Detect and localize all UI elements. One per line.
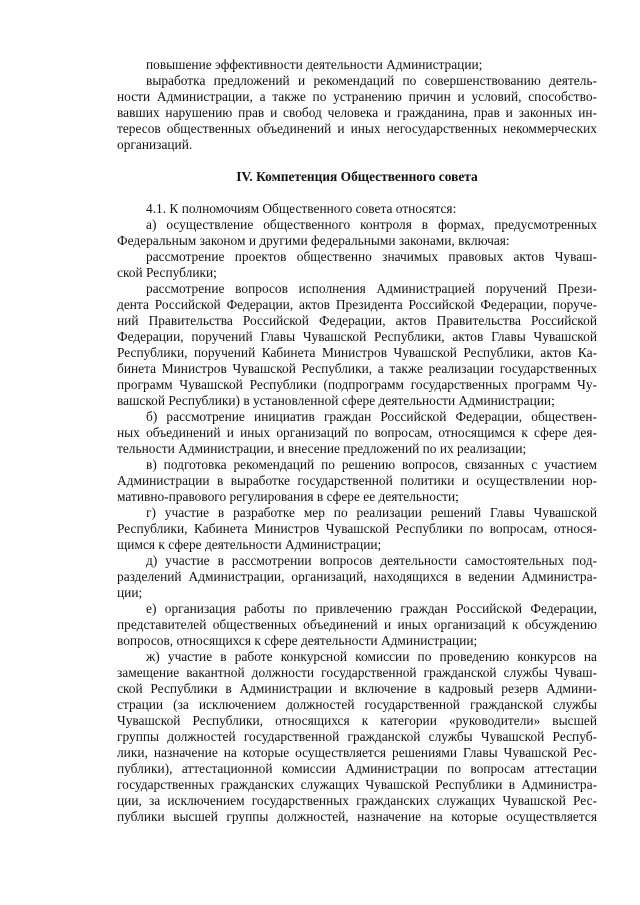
text-line: повышение эффективности деятельности Администрации; xyxy=(146,57,483,72)
text-line: организаций. xyxy=(117,137,193,152)
text-line: а) осуществление общественного контроля в формах, предусмотренных xyxy=(146,217,597,232)
text-line: б) рассмотрение инициатив граждан Российской Федерации, обществен- xyxy=(146,409,597,424)
text-line: бинета Министров Чувашской Республики, а также реализации государственных xyxy=(117,361,597,376)
text-line: ний Правительства Российской Федерации, актов Правительства Российской xyxy=(117,313,597,328)
text-line: мативно-правового регулирования в сфере ее деятельности; xyxy=(117,489,459,504)
text-line: г) участие в разработке мер по реализации решений Главы Чувашской xyxy=(146,505,597,520)
text-line: группы должностей государственной гражданской службы Чувашской Респуб- xyxy=(117,729,597,744)
text-line: вопросов, относящихся к сфере деятельности Администрации; xyxy=(117,633,478,648)
text-line: программ Чувашской Республики (подпрограмм государственных программ Чу- xyxy=(117,377,597,392)
text-line: публики), аттестационной комиссии Администрации по вопросам аттестации xyxy=(117,761,597,776)
text-line: дента Российской Федерации, актов Президента Российской Федерации, поруче- xyxy=(117,297,597,312)
section-heading: IV. Компетенция Общественного совета xyxy=(236,169,478,184)
text-line: е) организация работы по привлечению граждан Российской Федерации, xyxy=(146,601,597,616)
text-line: Республики, Кабинета Министров Чувашской Республики по вопросам, относя- xyxy=(117,521,597,536)
text-line: ных объединений и иных организаций по вопросам, относящимся к сфере дея- xyxy=(117,425,597,440)
text-line: разделений Администрации, организаций, находящихся в ведении Администра- xyxy=(117,569,597,584)
text-line: ж) участие в работе конкурсной комиссии по проведению конкурсов на xyxy=(146,649,597,664)
text-line: ции, за исключением государственных гражданских служащих Чувашской Рес- xyxy=(117,793,597,808)
text-line: публики высшей группы должностей, назначение на которые осуществляется xyxy=(117,809,597,824)
text-line: в) подготовка рекомендаций по решению вопросов, связанных с участием xyxy=(146,457,597,472)
text-line: выработка предложений и рекомендаций по совершенствованию деятель- xyxy=(146,73,597,88)
text-line: замещение вакантной должности государственной гражданской службы Чуваш- xyxy=(117,665,597,680)
text-line: ской Республики в Администрации и включение в кадровый резерв Админи- xyxy=(117,681,597,696)
text-line: представителей общественных объединений и иных организаций к обсуждению xyxy=(117,617,597,632)
text-line: ской Республики; xyxy=(117,265,217,280)
document-body xyxy=(117,57,597,825)
section-competence-paragraphs xyxy=(117,201,597,825)
text-line: рассмотрение проектов общественно значимых правовых актов Чуваш- xyxy=(146,249,597,264)
text-line: ности Администрации, а также по устранению причин и условий, способство- xyxy=(117,89,597,104)
text-line: лики, назначение на которые осуществляется решениями Главы Чувашской Рес- xyxy=(117,745,597,760)
text-line: вавших нарушению прав и свобод человека и гражданина, прав и законных ин- xyxy=(117,105,597,120)
text-line: Чувашской Республики, относящихся к категории «руководители» высшей xyxy=(117,713,597,728)
text-line: рассмотрение вопросов исполнения Администрацией поручений Прези- xyxy=(146,281,597,296)
text-line: д) участие в рассмотрении вопросов деятельности самостоятельных под- xyxy=(146,553,597,568)
text-line: Федерации, поручений Главы Чувашской Республики, актов Главы Чувашской xyxy=(117,329,597,344)
text-line: тельности Администрации, и внесение предложений по их реализации; xyxy=(117,441,527,456)
text-line: 4.1. К полномочиям Общественного совета относятся: xyxy=(146,201,457,216)
text-line: вашской Республики) в установленной сфере деятельности Администрации; xyxy=(117,393,555,408)
text-line: страции (за исключением должностей государственной гражданской службы xyxy=(117,697,597,712)
text-line: Федеральным законом и другими федеральными законами, включая: xyxy=(117,233,510,248)
text-line: государственных гражданских служащих Чувашской Республики в Администра- xyxy=(117,777,597,792)
text-line: Республики, поручений Кабинета Министров Чувашской Республики, актов Ка- xyxy=(117,345,597,360)
text-line: щимся к сфере деятельности Администрации; xyxy=(117,537,382,552)
text-line: ции; xyxy=(117,585,143,600)
text-line: Администрации в выработке государственной политики и осуществлении нор- xyxy=(117,473,597,488)
section-top-paragraphs xyxy=(117,57,597,153)
text-line: тересов общественных объединений и иных негосударственных некоммерческих xyxy=(117,121,597,136)
